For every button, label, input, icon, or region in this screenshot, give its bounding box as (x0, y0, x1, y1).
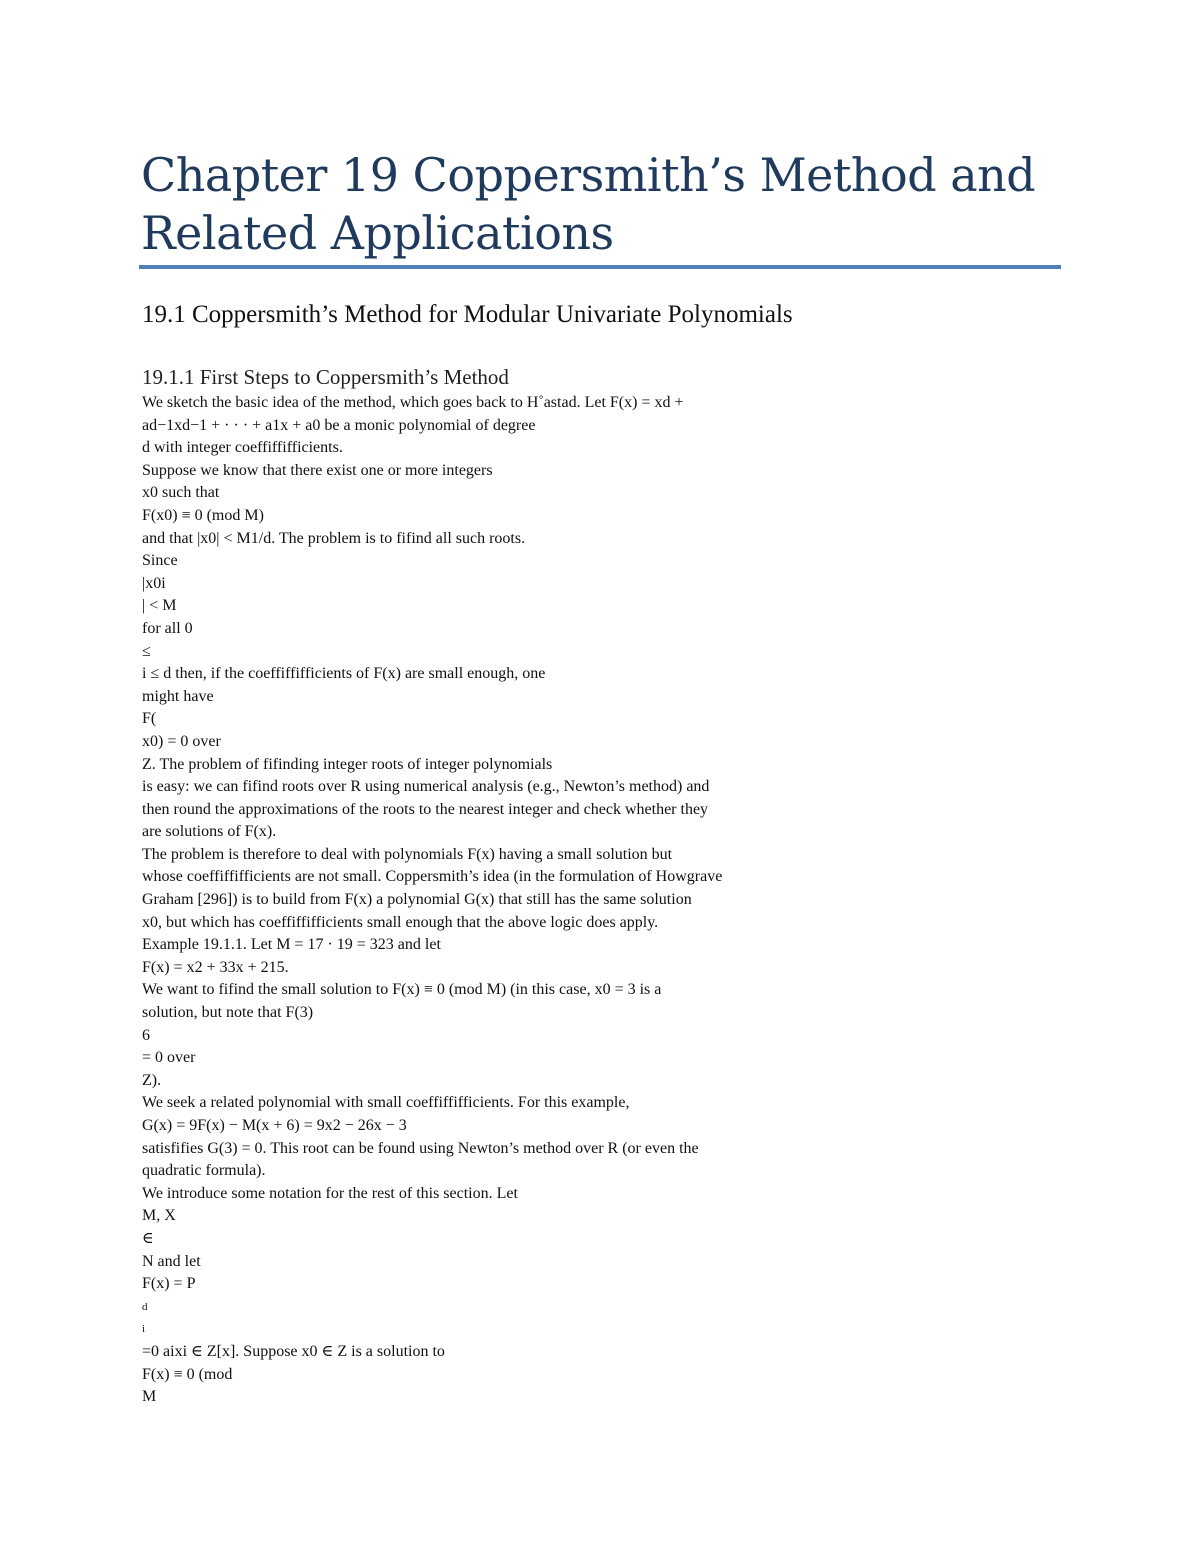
text-line: d with integer coeffiffifficients. (142, 439, 343, 457)
text-line: = 0 over (142, 1049, 196, 1067)
text-line: i (142, 1323, 146, 1336)
text-line: Z). (142, 1071, 162, 1089)
text-line: whose coeffiffifficients are not small. Coppersmith’s idea (in the formulation of Howgrave (142, 868, 723, 886)
text-line: is easy: we can fifind roots over R using numerical analysis (e.g., Newton’s method) and (142, 778, 710, 796)
text-line: Suppose we know that there exist one or more integers (142, 461, 493, 479)
text-line: F(x0) ≡ 0 (mod M) (142, 506, 264, 524)
text-line: F(x) = x2 + 33x + 215. (142, 958, 289, 976)
text-line: Graham [296]) is to build from F(x) a polynomial G(x) that still has the same solution (142, 891, 692, 909)
chapter-title: Chapter 19 Coppersmith’s Method and Related Applications (141, 148, 1036, 260)
text-line: might have (142, 687, 214, 705)
text-line: =0 aixi ∈ Z[x]. Suppose x0 ∈ Z is a solution to (142, 1342, 445, 1360)
text-line: i ≤ d then, if the coeffiffifficients of F(x) are small enough, one (142, 665, 546, 683)
section-heading: 19.1 Coppersmith’s Method for Modular Univariate Polynomials (142, 301, 793, 328)
text-line: We want to fifind the small solution to F(x) ≡ 0 (mod M) (in this case, x0 = 3 is a (142, 981, 662, 999)
text-line: F(x) = P (142, 1275, 196, 1293)
text-line: G(x) = 9F(x) − M(x + 6) = 9x2 − 26x − 3 (142, 1117, 407, 1134)
text-line: | < M (142, 597, 177, 615)
text-line: satisfifies G(3) = 0. This root can be found using Newton’s method over R (or even the (142, 1139, 699, 1157)
text-line: F(x) ≡ 0 (mod (142, 1365, 233, 1383)
text-line: then round the approximations of the roots to the nearest integer and check whether they (142, 800, 709, 818)
text-line: The problem is therefore to deal with polynomials F(x) having a small solution but (142, 845, 673, 863)
text-line: F( (142, 710, 157, 728)
text-line: M (142, 1388, 157, 1406)
text-line: M, X (142, 1207, 176, 1225)
text-line: are solutions of F(x). (142, 823, 277, 841)
text-line: for all 0 (142, 619, 193, 637)
subsection-heading: 19.1.1 First Steps to Coppersmith’s Method (142, 365, 509, 389)
text-line: solution, but note that F(3) (142, 1004, 314, 1022)
text-line: d (142, 1300, 148, 1313)
text-line: |x0i (142, 574, 166, 592)
text-line: ∈ (142, 1229, 154, 1247)
text-line: Example 19.1.1. Let M = 17 · 19 = 323 and let (142, 936, 441, 954)
body-text (142, 392, 902, 1409)
title-underline-rule (139, 265, 1061, 269)
text-line: x0) = 0 over (142, 732, 221, 750)
text-line: We sketch the basic idea of the method, which goes back to H˚astad. Let F(x) = xd + (142, 394, 684, 411)
text-line: x0, but which has coeffiffifficients small enough that the above logic does apply. (142, 913, 659, 931)
text-line: Since (142, 552, 178, 570)
text-line: quadratic formula). (142, 1162, 266, 1180)
text-line: and that |x0| < M1/d. The problem is to fifind all such roots. (142, 529, 526, 547)
text-line: N and let (142, 1252, 201, 1270)
text-line: We seek a related polynomial with small coeffiffifficients. For this example, (142, 1094, 630, 1112)
text-line: x0 such that (142, 484, 220, 502)
text-line: ad−1xd−1 + · · · + a1x + a0 be a monic polynomial of degree (142, 416, 536, 434)
text-line: ≤ (142, 642, 151, 660)
text-line: Z. The problem of fifinding integer roots of integer polynomials (142, 755, 553, 773)
text-line: 6 (142, 1026, 150, 1044)
text-line: We introduce some notation for the rest of this section. Let (142, 1184, 518, 1202)
